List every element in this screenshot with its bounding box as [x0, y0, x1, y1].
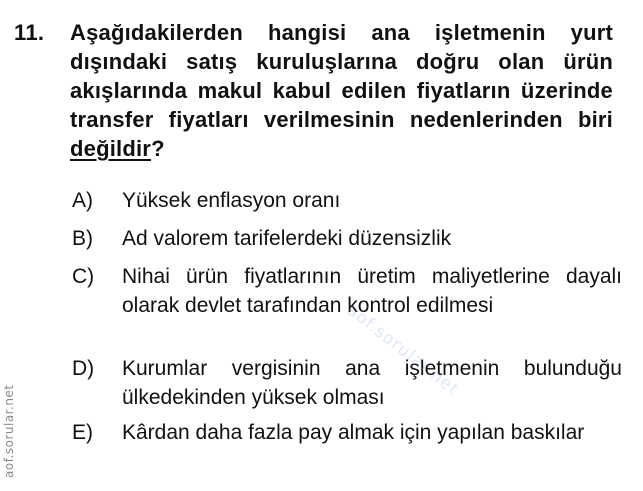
option-text: Ad valorem tarifelerdeki düzensizlik	[122, 227, 452, 250]
question-end-mark: ?	[151, 136, 165, 161]
option-letter: C)	[72, 265, 95, 288]
question-number: 11.	[14, 20, 45, 45]
option-letter: D)	[72, 357, 95, 380]
watermark-side: aof.sorular.net	[2, 384, 16, 478]
option-letter: E)	[72, 421, 93, 444]
option-text: Nihai ürün fiyatlarının üretim maliyetlerine dayalı olarak devlet tarafından kontrol edilmesi	[122, 265, 622, 317]
option-text: Kârdan daha fazla pay almak için yapılan baskılar	[122, 421, 585, 444]
question-text: Aşağıdakilerden hangisi ana işletmenin yurt dışındaki satış kuruluşlarına doğru olan ürün akışlarında makul kabul edilen fiyatların üzerinde transfer fiyatları verilmesinin nedenlerinden biri	[70, 20, 613, 132]
option-letter: B)	[72, 227, 93, 250]
watermark-diagonal: aof.sorular.net	[342, 300, 463, 401]
option-text: Kurumlar vergisinin ana işletmenin bulunduğu ülkedekinden yüksek olması	[122, 357, 622, 409]
option-text: Yüksek enflasyon oranı	[122, 189, 341, 212]
question-emphasis: değildir	[70, 136, 152, 161]
option-letter: A)	[72, 189, 93, 212]
question-text-block	[70, 18, 613, 163]
